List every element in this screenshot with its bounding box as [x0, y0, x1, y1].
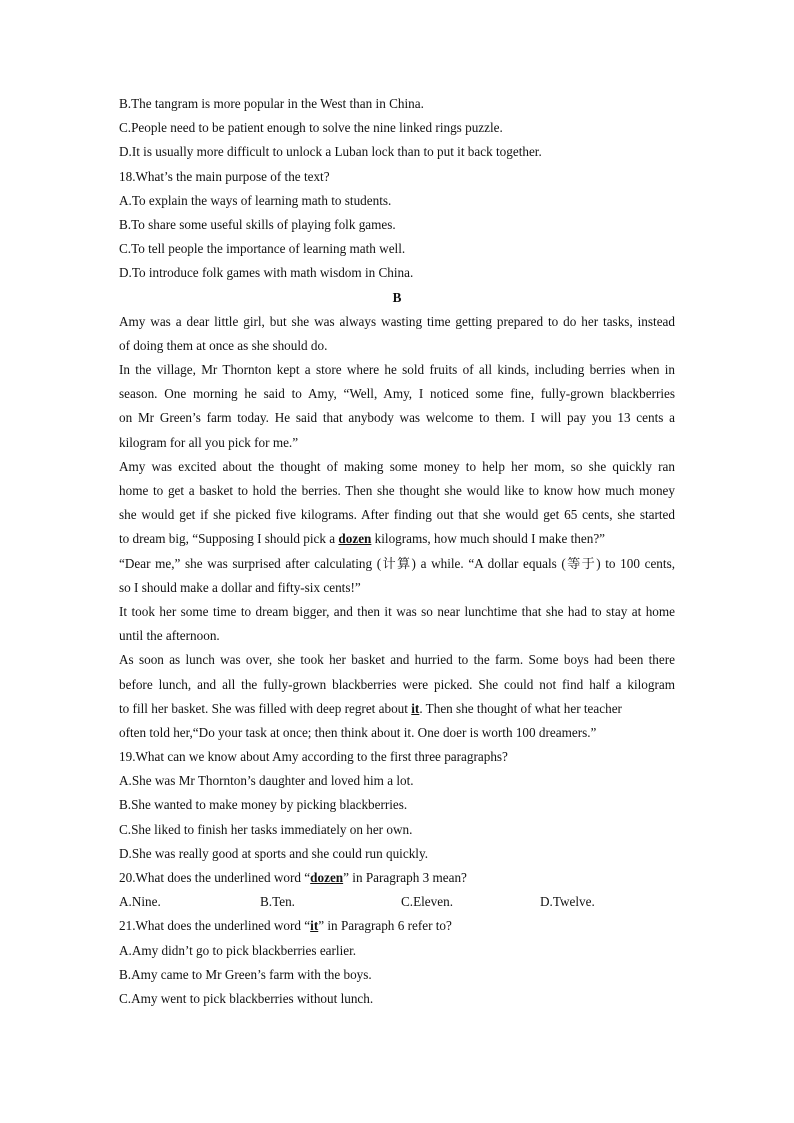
q20-underlined-word: dozen	[310, 870, 344, 885]
q18-option-a: A.To explain the ways of learning math to students.	[119, 192, 392, 208]
q17-option-b: B.The tangram is more popular in the West than in China.	[119, 96, 424, 111]
p6-text-before	[119, 697, 622, 721]
passage-p3-line4	[119, 527, 675, 551]
q20-stem-after: ” in Paragraph 3 mean?	[343, 870, 467, 885]
q17-option-d: D.It is usually more difficult to unlock a Luban lock than to put it back together.	[119, 144, 542, 160]
q18-stem: 18.What’s the main purpose of the text?	[119, 168, 330, 184]
q20-stem	[119, 866, 675, 890]
passage-p4-line2: so I should make a dollar and fifty-six cents!”	[119, 579, 361, 595]
underlined-word-dozen: dozen	[338, 531, 372, 547]
passage-p5-line2: until the afternoon.	[119, 628, 220, 644]
q21-stem-before: 21.What does the underlined word “	[119, 918, 311, 934]
p3-text-after: kilograms, how much should I make then?”	[371, 531, 606, 547]
q21-stem	[119, 914, 675, 938]
underlined-word-it: it	[411, 700, 420, 716]
exam-page	[119, 92, 675, 1011]
passage-p2-line1: In the village, Mr Thornton kept a store where he sold fruits of all kinds, including berries when in	[119, 362, 675, 378]
q21-option-c: C.Amy went to pick blackberries without lunch.	[119, 990, 374, 1006]
q19-option-c: C.She liked to finish her tasks immediately on her own.	[119, 821, 413, 837]
q20-stem-before: 20.What does the underlined word “	[119, 870, 311, 885]
q17-option-c: C.People need to be patient enough to solve the nine linked rings puzzle.	[119, 120, 503, 136]
passage-p1-line2: of doing them at once as she should do.	[119, 337, 328, 353]
passage-p4-line1: “Dear me,” she was surprised after calculating (计算) a while. “A dollar equals (等于) to 100 cents,	[119, 555, 675, 571]
q20-option-d: D.Twelve.	[540, 894, 595, 910]
passage-p6-line1: As soon as lunch was over, she took her basket and hurried to the farm. Some boys had been there	[119, 652, 675, 668]
q21-option-b: B.Amy came to Mr Green’s farm with the boys.	[119, 966, 372, 982]
p6-after-text: . Then she thought of what her teacher	[419, 700, 622, 716]
passage-p6-line2: before lunch, and all the fully-grown blackberries were picked. She could not find half a kilogram	[119, 676, 675, 692]
q19-option-b: B.She wanted to make money by picking blackberries.	[119, 797, 408, 813]
q18-option-d: D.To introduce folk games with math wisdom in China.	[119, 265, 414, 281]
q20-option-a: A.Nine.	[119, 894, 161, 910]
passage-p1-line1: Amy was a dear little girl, but she was always wasting time getting prepared to do her tasks, instead	[119, 313, 675, 329]
passage-p6-line3	[119, 697, 675, 721]
p6-before-text: to fill her basket. She was filled with deep regret about	[119, 700, 412, 716]
q21-option-a: A.Amy didn’t go to pick blackberries earlier.	[119, 942, 357, 958]
passage-p3-line1: Amy was excited about the thought of making some money to help her mom, so she quickly ran	[119, 458, 675, 474]
q21-underlined-word: it	[310, 918, 319, 934]
passage-p5-line1: It took her some time to dream bigger, and then it was so near lunchtime that she had to stay at home	[119, 603, 675, 619]
passage-p3-line3: she would get if she picked five kilograms. After finding out that she would get 65 cents, she started	[119, 507, 675, 523]
q20-options	[119, 890, 675, 914]
q19-stem: 19.What can we know about Amy according to the first three paragraphs?	[119, 749, 508, 765]
q21-stem-after: ” in Paragraph 6 refer to?	[318, 918, 452, 934]
passage-p3-line2: home to get a basket to hold the berries. Then she thought she would like to know how much money	[119, 483, 675, 498]
q19-option-a: A.She was Mr Thornton’s daughter and loved him a lot.	[119, 773, 414, 789]
passage-p2-line2: season. One morning he said to Amy, “Well, Amy, I noticed some fine, fully-grown blackberries	[119, 386, 675, 402]
passage-p2-line3: on Mr Green’s farm today. He said that anybody was welcome to them. I will pay you 13 cents a	[119, 410, 675, 426]
q20-option-c: C.Eleven.	[401, 894, 454, 910]
passage-p6-line4: often told her,“Do your task at once; then think about it. One doer is worth 100 dreamers.”	[119, 724, 597, 740]
q18-option-c: C.To tell people the importance of learning math well.	[119, 241, 406, 257]
section-b-heading: B	[392, 289, 402, 305]
q20-option-b: B.Ten.	[260, 894, 295, 910]
q19-option-d: D.She was really good at sports and she could run quickly.	[119, 845, 428, 861]
q18-option-b: B.To share some useful skills of playing folk games.	[119, 216, 396, 232]
passage-p2-line4: kilogram for all you pick for me.”	[119, 434, 299, 450]
p3-text-before: to dream big, “Supposing I should pick a	[119, 531, 339, 547]
